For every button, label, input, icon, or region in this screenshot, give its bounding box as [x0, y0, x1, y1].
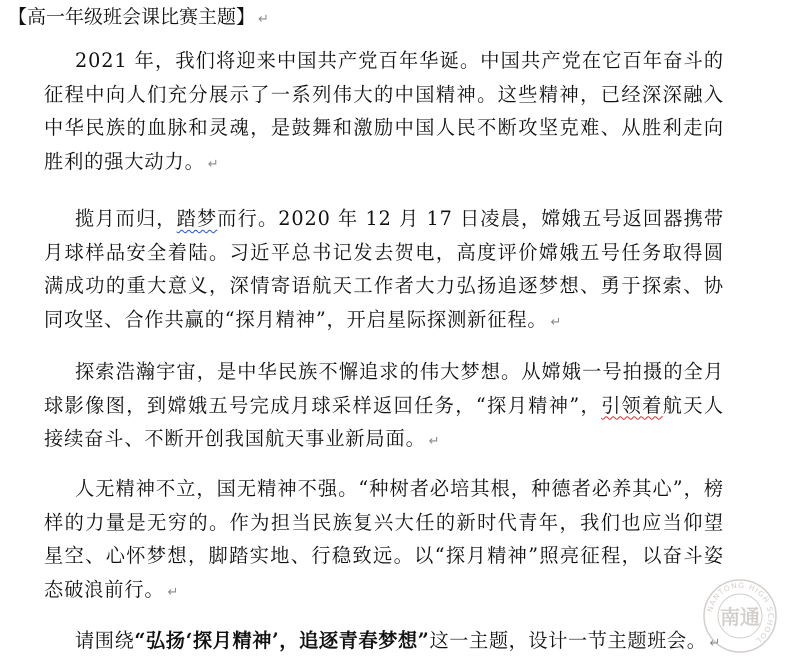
paragraph-mark-icon: ↵	[709, 636, 721, 651]
school-seal-watermark-icon	[702, 578, 778, 654]
paragraph-3-text-start: 探索浩瀚宇宙，是中华民族不懈追求的伟大梦想。从嫦娥一号拍摄的全月球影像图，到嫦娥五号完成月球采样返回任务，“探月精神”，	[44, 360, 724, 417]
paragraph-mark-icon: ↵	[550, 314, 563, 330]
paragraph-mark-icon: ↵	[258, 12, 269, 27]
paragraph-2	[44, 202, 724, 339]
paragraph-3-text-rest: 航天人接续奋斗、不断开创我国航天事业新局面。	[44, 393, 724, 451]
paragraph-1	[44, 44, 724, 181]
instruction-text-before: 请围绕	[75, 629, 135, 652]
paragraph-2-text-rest: 而行。2020 年 12 月 17 日凌晨，嫦娥五号返回器携带月球样品安全着陆。习近平总书记发去贺电，高度评价嫦娥五号任务取得圆满成功的重大意义，深情寄语航天工作者大力弘扬追逐梦想、勇于探索、协同攻坚、合作共赢的“探月精神”，开启星际探测新征程。	[44, 207, 724, 331]
paragraph-1-text: 2021 年，我们将迎来中国共产党百年华诞。中国共产党在它百年奋斗的征程中向人们充分展示了一系列伟大的中国精神。这些精神，已经深深融入中华民族的血脉和灵魂，是鼓舞和激励中国人民不断攻坚克难、从胜利走向胜利的强大动力。	[44, 49, 724, 173]
task-instruction	[44, 624, 744, 660]
paragraph-4	[44, 472, 724, 609]
spellcheck-flagged-text[interactable]: 引领着	[601, 393, 663, 417]
spellcheck-flagged-text[interactable]: 踏梦	[176, 207, 218, 230]
section-heading	[8, 4, 269, 33]
seal-center-text: 南通	[720, 605, 760, 629]
paragraph-3	[44, 355, 724, 459]
paragraph-4-text: 人无精神不立，国无精神不强。“种树者必培其根，种德者必养其心”，榜样的力量是无穷的。作为担当民族复兴大任的新时代青年，我们也应当仰望星空、心怀梦想，脚踏实地、行稳致远。以“探月精神”照亮征程，以奋斗姿态破浪前行。	[44, 477, 724, 601]
paragraph-mark-icon: ↵	[428, 434, 441, 450]
instruction-text-after: 这一主题，设计一节主题班会。	[429, 629, 707, 652]
paragraph-2-text-start: 揽月而归，	[75, 207, 177, 230]
paragraph-mark-icon: ↵	[207, 156, 220, 172]
paragraph-mark-icon: ↵	[167, 584, 180, 600]
instruction-theme-bold: “弘扬‘探月精神’，追逐青春梦想”	[134, 629, 430, 652]
seal-ring-text: NANTONG HIGH SCHOOL	[705, 580, 776, 646]
heading-text: 【高一年级班会课比赛主题】	[8, 6, 256, 28]
